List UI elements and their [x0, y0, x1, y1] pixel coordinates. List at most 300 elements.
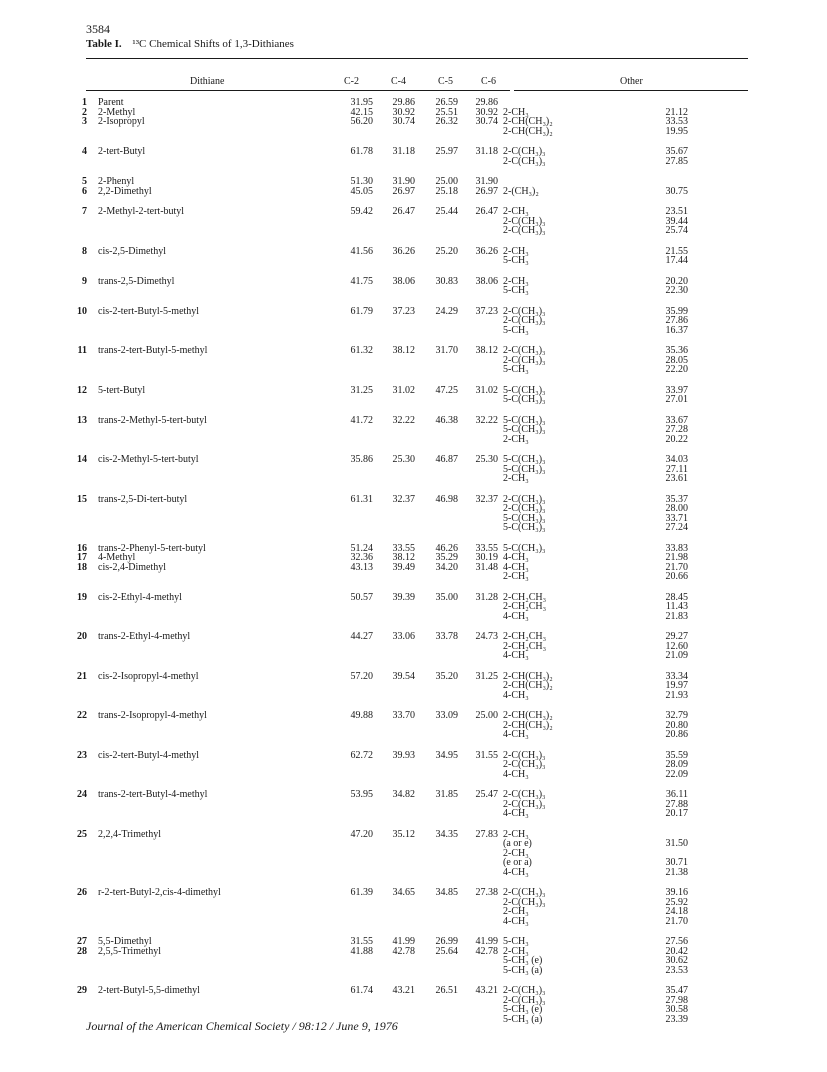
compound-number: 26: [77, 887, 87, 898]
other-shift-line: [503, 691, 688, 701]
shift-c4: 31.90: [392, 176, 415, 187]
substituent-shift: 22.20: [665, 364, 688, 375]
substituent-group: 2-CH₃: [503, 275, 529, 287]
shift-c2: 44.27: [350, 631, 373, 642]
substituent-group: 2-CH₃: [503, 206, 529, 217]
other-shift-line: [503, 898, 688, 908]
substituent-shift: 32.79: [665, 710, 688, 721]
compound-number: 29: [77, 985, 87, 996]
shift-c4: 30.92: [392, 106, 415, 118]
shift-c2: 31.95: [350, 97, 373, 108]
other-shift-line: [503, 187, 688, 197]
substituent-shift: 21.70: [665, 561, 688, 573]
compound-number: 9: [82, 275, 87, 287]
other-shifts: [498, 947, 688, 976]
shift-c5: 34.35: [435, 828, 458, 840]
shift-c5: 35.29: [435, 552, 458, 563]
other-shifts: [498, 672, 688, 701]
substituent-group: 5-C(CH₃)₃: [503, 542, 546, 554]
compound-name: 5-tert-Butyl: [98, 384, 146, 396]
table-row: [0, 147, 827, 166]
compound-number: 1: [82, 97, 87, 108]
shift-c4: 29.86: [392, 97, 415, 108]
shift-c6: 30.92: [475, 106, 498, 118]
substituent-group: 4-CH₃: [503, 650, 529, 661]
substituent-group: 2-CH(CH₃)₂: [503, 680, 553, 691]
other-shifts: [498, 593, 688, 622]
shift-c4: 33.70: [392, 710, 415, 721]
shift-c4: 39.54: [392, 670, 415, 682]
substituent-shift: 21.55: [665, 245, 688, 257]
compound-name: trans-2-Phenyl-5-tert-butyl: [98, 542, 206, 554]
substituent-group: 2-CH₂CH₃: [503, 591, 547, 603]
substituent-shift: 27.85: [665, 155, 688, 167]
compound-number: 17: [77, 552, 87, 563]
table-caption: [86, 38, 294, 50]
shift-c2: 61.39: [350, 887, 373, 898]
shift-c2: 41.75: [350, 275, 373, 287]
shift-c5: 26.51: [435, 985, 458, 996]
substituent-shift: 35.47: [665, 985, 688, 996]
substituent-group: 2-CH₃: [503, 433, 529, 445]
shift-c2: 35.86: [350, 454, 373, 465]
shift-c6: 25.47: [475, 789, 498, 800]
shift-c5: 25.64: [435, 945, 458, 957]
compound-name: cis-2-Ethyl-4-methyl: [98, 591, 182, 603]
shift-c4: 39.49: [392, 561, 415, 573]
other-shifts: [498, 117, 688, 136]
shift-c5: 33.09: [435, 710, 458, 721]
substituent-shift: 19.97: [665, 680, 688, 691]
compound-name: 2-Isopropyl: [98, 116, 145, 127]
shift-c6: 25.30: [475, 454, 498, 465]
other-shift-line: [503, 523, 688, 533]
shift-c5: 33.78: [435, 631, 458, 642]
other-shifts: [498, 147, 688, 166]
substituent-group: 2-CH₂CH₃: [503, 640, 547, 652]
shift-c6: 33.55: [475, 542, 498, 554]
substituent-shift: 27.98: [665, 994, 688, 1006]
shift-c4: 41.99: [392, 936, 415, 947]
substituent-group: 2-CH₃: [503, 906, 529, 917]
substituent-group: 2-C(CH₃)₃: [503, 994, 546, 1006]
substituent-group: 4-CH₃: [503, 915, 529, 927]
shift-c6: 24.73: [475, 631, 498, 642]
shift-c4: 32.22: [392, 414, 415, 426]
substituent-shift: 25.92: [665, 896, 688, 908]
substituent-shift: 33.53: [665, 116, 688, 127]
substituent-shift: 20.20: [665, 275, 688, 287]
shift-c5: 25.00: [435, 176, 458, 187]
shift-c5: 47.25: [435, 384, 458, 396]
shift-c4: 38.12: [392, 552, 415, 563]
substituent-group: 5-C(CH₃)₃: [503, 424, 546, 435]
shift-c2: 61.32: [350, 345, 373, 356]
other-shift-line: [503, 800, 688, 810]
substituent-group: 2-CH₃: [503, 245, 529, 257]
substituent-group: 2-C(CH₃)₃: [503, 896, 546, 908]
shift-c6: 26.47: [475, 206, 498, 217]
shift-c2: 61.31: [350, 493, 373, 505]
substituent-group: 5-C(CH₃)₃: [503, 512, 546, 524]
substituent-group: 4-CH₃: [503, 808, 529, 819]
substituent-group: 5-CH₃ (a): [503, 1013, 543, 1025]
header-dithiane: Dithiane: [190, 76, 225, 87]
shift-c6: 43.21: [475, 985, 498, 996]
compound-name: 2-Methyl: [98, 106, 136, 118]
other-shift-line: [503, 721, 688, 731]
substituent-group: 2-CH₃: [503, 571, 529, 582]
substituent-shift: 21.70: [665, 915, 688, 927]
substituent-shift: 21.09: [665, 650, 688, 661]
table-body: [0, 98, 827, 1024]
substituent-shift: 39.16: [665, 887, 688, 898]
shift-c5: 26.99: [435, 936, 458, 947]
substituent-shift: 28.05: [665, 354, 688, 366]
shift-c4: 38.06: [392, 275, 415, 287]
shift-c6: 31.55: [475, 749, 498, 761]
substituent-shift: 21.83: [665, 610, 688, 622]
other-shift-line: [503, 326, 688, 336]
shift-c4: 33.55: [392, 542, 415, 554]
shift-c6: 27.83: [475, 828, 498, 840]
substituent-group: 2-C(CH₃)₃: [503, 759, 546, 770]
header-c2: C-2: [344, 76, 359, 87]
compound-name: cis-2-Isopropyl-4-methyl: [98, 670, 199, 682]
shift-c5: 31.70: [435, 345, 458, 356]
substituent-group: 4-CH₃: [503, 768, 529, 780]
substituent-group: 2-C(CH₃)₃: [503, 146, 546, 157]
compound-number: 6: [82, 185, 87, 197]
other-shifts: [498, 455, 688, 484]
substituent-group: 5-CH₃ (e): [503, 955, 543, 966]
shift-c2: 61.74: [350, 985, 373, 996]
shift-c6: 36.26: [475, 245, 498, 257]
compound-name: cis-2-tert-Butyl-5-methyl: [98, 305, 200, 317]
substituent-shift: 21.38: [665, 866, 688, 878]
compound-number: 19: [77, 591, 87, 603]
shift-c2: 41.72: [350, 414, 373, 426]
substituent-group: (a or e): [503, 838, 532, 849]
other-shift-line: [503, 839, 688, 849]
other-shifts: [498, 632, 688, 661]
table-row: [0, 947, 827, 976]
substituent-group: 4-CH₃: [503, 561, 529, 573]
shift-c5: 46.38: [435, 414, 458, 426]
substituent-shift: 30.71: [665, 857, 688, 868]
table-row: [0, 751, 827, 780]
shift-c4: 43.21: [392, 985, 415, 996]
substituent-shift: 39.44: [665, 215, 688, 227]
other-shift-line: [503, 316, 688, 326]
other-shift-line: [503, 465, 688, 475]
substituent-shift: 22.30: [665, 285, 688, 296]
shift-c6: 38.12: [475, 345, 498, 356]
shift-c2: 62.72: [350, 749, 373, 761]
substituent-shift: 23.61: [665, 473, 688, 484]
header-c5: C-5: [438, 76, 453, 87]
other-shift-line: [503, 474, 688, 484]
shift-c4: 26.97: [392, 185, 415, 197]
substituent-group: 5-CH₃ (e): [503, 1004, 543, 1015]
substituent-shift: 28.45: [665, 591, 688, 603]
substituent-group: 2-CH₃: [503, 828, 529, 840]
compound-name: 4-Methyl: [98, 552, 136, 563]
other-shifts: [498, 888, 688, 926]
substituent-shift: 27.24: [665, 522, 688, 533]
table-row: [0, 632, 827, 661]
compound-name: trans-2,5-Dimethyl: [98, 275, 175, 287]
other-shift-line: [503, 917, 688, 927]
shift-c4: 42.78: [392, 945, 415, 957]
compound-number: 15: [77, 493, 87, 505]
shift-c2: 50.57: [350, 591, 373, 603]
shift-c5: 26.32: [435, 116, 458, 127]
substituent-shift: 20.22: [665, 433, 688, 445]
other-shift-line: [503, 544, 688, 554]
substituent-shift: 16.37: [665, 324, 688, 336]
substituent-shift: 29.27: [665, 631, 688, 642]
substituent-shift: 33.67: [665, 414, 688, 426]
table-row: [0, 563, 827, 582]
shift-c5: 25.51: [435, 106, 458, 118]
substituent-shift: 24.18: [665, 906, 688, 917]
shift-c2: 53.95: [350, 789, 373, 800]
page-number: 3584: [86, 22, 110, 36]
other-shifts: [498, 416, 688, 445]
shift-c6: 31.02: [475, 384, 498, 396]
compound-number: 11: [77, 345, 87, 356]
compound-name: 2-Phenyl: [98, 176, 135, 187]
other-shifts: [498, 495, 688, 533]
shift-c6: 32.22: [475, 414, 498, 426]
shift-c2: 51.30: [350, 176, 373, 187]
substituent-shift: 21.12: [665, 106, 688, 118]
other-shift-line: [503, 868, 688, 878]
compound-name: trans-2-Ethyl-4-methyl: [98, 631, 191, 642]
shift-c2: 59.42: [350, 206, 373, 217]
shift-c5: 46.87: [435, 454, 458, 465]
substituent-shift: 27.28: [665, 424, 688, 435]
shift-c4: 31.18: [392, 146, 415, 157]
substituent-shift: 31.50: [665, 838, 688, 849]
shift-c4: 31.02: [392, 384, 415, 396]
substituent-group: 5-CH₃ (a): [503, 964, 543, 976]
shift-c2: 43.13: [350, 561, 373, 573]
other-shift-line: [503, 681, 688, 691]
substituent-shift: 30.62: [665, 955, 688, 966]
compound-number: 7: [82, 206, 87, 217]
table-row: [0, 495, 827, 533]
shift-c2: 31.55: [350, 936, 373, 947]
substituent-group: 4-CH₃: [503, 689, 529, 701]
substituent-group: 4-CH₃: [503, 610, 529, 622]
substituent-group: 2-CH(CH₃)₂: [503, 125, 553, 137]
substituent-group: (e or a): [503, 857, 532, 868]
shift-c6: 37.23: [475, 305, 498, 317]
other-shifts: [498, 986, 688, 1024]
substituent-group: 5-C(CH₃)₃: [503, 394, 546, 405]
compound-name: cis-2,4-Dimethyl: [98, 561, 167, 573]
shift-c4: 38.12: [392, 345, 415, 356]
substituent-shift: 20.66: [665, 571, 688, 582]
substituent-shift: 22.09: [665, 768, 688, 780]
substituent-shift: 20.80: [665, 719, 688, 731]
table-row: [0, 346, 827, 375]
compound-number: 20: [77, 631, 87, 642]
header-rule-shifts: [338, 90, 510, 91]
other-shifts: [498, 830, 688, 878]
other-shifts: [498, 307, 688, 336]
compound-number: 16: [77, 542, 87, 554]
table-top-rule: [86, 58, 748, 59]
substituent-shift: 27.86: [665, 315, 688, 326]
shift-c5: 31.85: [435, 789, 458, 800]
other-shift-line: [503, 602, 688, 612]
compound-name: trans-2,5-Di-tert-butyl: [98, 493, 188, 505]
shift-c6: 38.06: [475, 275, 498, 287]
other-shift-line: [503, 858, 688, 868]
compound-number: 4: [82, 146, 87, 157]
table-row: [0, 277, 827, 296]
table-row: [0, 593, 827, 622]
other-shift-line: [503, 1015, 688, 1025]
substituent-shift: 17.44: [665, 255, 688, 266]
other-shift-line: [503, 966, 688, 976]
shift-c2: 57.20: [350, 670, 373, 682]
shift-c2: 61.79: [350, 305, 373, 317]
compound-number: 22: [77, 710, 87, 721]
header-rule-other: [514, 90, 748, 91]
shift-c4: 37.23: [392, 305, 415, 317]
substituent-group: 5-CH₃: [503, 285, 529, 296]
compound-number: 2: [82, 106, 87, 118]
other-shift-line: [503, 642, 688, 652]
substituent-group: 2-C(CH₃)₃: [503, 345, 546, 356]
compound-name: trans-2-Methyl-5-tert-butyl: [98, 414, 207, 426]
substituent-group: 2-C(CH₃)₃: [503, 985, 546, 996]
substituent-shift: 33.71: [665, 512, 688, 524]
compound-number: 13: [77, 414, 87, 426]
substituent-shift: 20.42: [665, 945, 688, 957]
substituent-shift: 27.01: [665, 394, 688, 405]
table-row: [0, 455, 827, 484]
other-shift-line: [503, 127, 688, 137]
table-row: [0, 187, 827, 197]
shift-c5: 34.20: [435, 561, 458, 573]
substituent-group: 2-C(CH₃)₃: [503, 887, 546, 898]
shift-c4: 39.39: [392, 591, 415, 603]
compound-name: trans-2-tert-Butyl-5-methyl: [98, 345, 208, 356]
compound-number: 8: [82, 245, 87, 257]
compound-name: cis-2,5-Dimethyl: [98, 245, 167, 257]
substituent-shift: 35.37: [665, 493, 688, 505]
shift-c4: 30.74: [392, 116, 415, 127]
substituent-group: 5-C(CH₃)₃: [503, 454, 546, 465]
other-shift-line: [503, 286, 688, 296]
substituent-group: 2-CH₂CH₃: [503, 601, 547, 612]
shift-c2: 49.88: [350, 710, 373, 721]
shift-c6: 25.00: [475, 710, 498, 721]
shift-c5: 46.98: [435, 493, 458, 505]
compound-name: 5,5-Dimethyl: [98, 936, 152, 947]
shift-c6: 31.28: [475, 591, 498, 603]
substituent-shift: 23.53: [665, 964, 688, 976]
other-shift-line: [503, 553, 688, 563]
other-shift-line: [503, 651, 688, 661]
compound-name: trans-2-tert-Butyl-4-methyl: [98, 789, 208, 800]
compound-number: 3: [82, 116, 87, 127]
other-shift-line: [503, 760, 688, 770]
shift-c6: 32.37: [475, 493, 498, 505]
shift-c2: 42.15: [350, 106, 373, 118]
substituent-shift: 34.03: [665, 454, 688, 465]
shift-c2: 51.24: [350, 542, 373, 554]
table-row: [0, 247, 827, 266]
header-c6: C-6: [481, 76, 496, 87]
compound-name: 2,5,5-Trimethyl: [98, 945, 161, 957]
substituent-shift: 27.11: [665, 463, 688, 475]
substituent-shift: 35.36: [665, 345, 688, 356]
substituent-group: 5-CH₃: [503, 324, 529, 336]
shift-c4: 39.93: [392, 749, 415, 761]
substituent-shift: 36.11: [665, 789, 688, 800]
substituent-group: 2-CH(CH₃)₂: [503, 719, 553, 731]
shift-c2: 56.20: [350, 116, 373, 127]
table-row: [0, 830, 827, 878]
shift-c2: 41.56: [350, 245, 373, 257]
compound-name: 2,2,4-Trimethyl: [98, 828, 161, 840]
other-shift-line: [503, 365, 688, 375]
shift-c4: 32.37: [392, 493, 415, 505]
shift-c5: 35.20: [435, 670, 458, 682]
substituent-shift: 23.39: [665, 1013, 688, 1025]
substituent-group: 2-C(CH₃)₃: [503, 155, 546, 167]
header-other: Other: [620, 76, 643, 87]
shift-c6: 27.38: [475, 887, 498, 898]
substituent-shift: 27.88: [665, 798, 688, 810]
substituent-group: 2-CH₃: [503, 945, 529, 957]
substituent-group: 5-CH₃: [503, 255, 529, 266]
compound-number: 28: [77, 945, 87, 957]
other-shift-line: [503, 247, 688, 257]
substituent-group: 2-CH₃: [503, 106, 529, 118]
other-shift-line: [503, 770, 688, 780]
other-shifts: [498, 277, 688, 296]
substituent-group: 2-CH(CH₃)₂: [503, 670, 553, 682]
shift-c5: 25.20: [435, 245, 458, 257]
other-shift-line: [503, 157, 688, 167]
compound-number: 23: [77, 749, 87, 761]
journal-footer: Journal of the American Chemical Society / 98:12 / June 9, 1976: [86, 1019, 398, 1033]
shift-c2: 45.05: [350, 185, 373, 197]
table-row: [0, 307, 827, 336]
shift-c4: 36.26: [392, 245, 415, 257]
compound-name: 2-tert-Butyl-5,5-dimethyl: [98, 985, 200, 996]
shift-c6: 29.86: [475, 97, 498, 108]
table-title: ¹³C Chemical Shifts of 1,3-Dithianes: [132, 38, 294, 50]
other-shift-line: [503, 226, 688, 236]
substituent-shift: 35.59: [665, 749, 688, 761]
substituent-shift: 25.74: [665, 225, 688, 236]
table-row: [0, 416, 827, 445]
table-row: [0, 207, 827, 236]
substituent-group: 4-CH₃: [503, 729, 529, 740]
substituent-group: 5-CH₃: [503, 936, 529, 947]
other-shifts: [498, 790, 688, 819]
shift-c4: 35.12: [392, 828, 415, 840]
substituent-shift: 11.43: [665, 601, 688, 612]
